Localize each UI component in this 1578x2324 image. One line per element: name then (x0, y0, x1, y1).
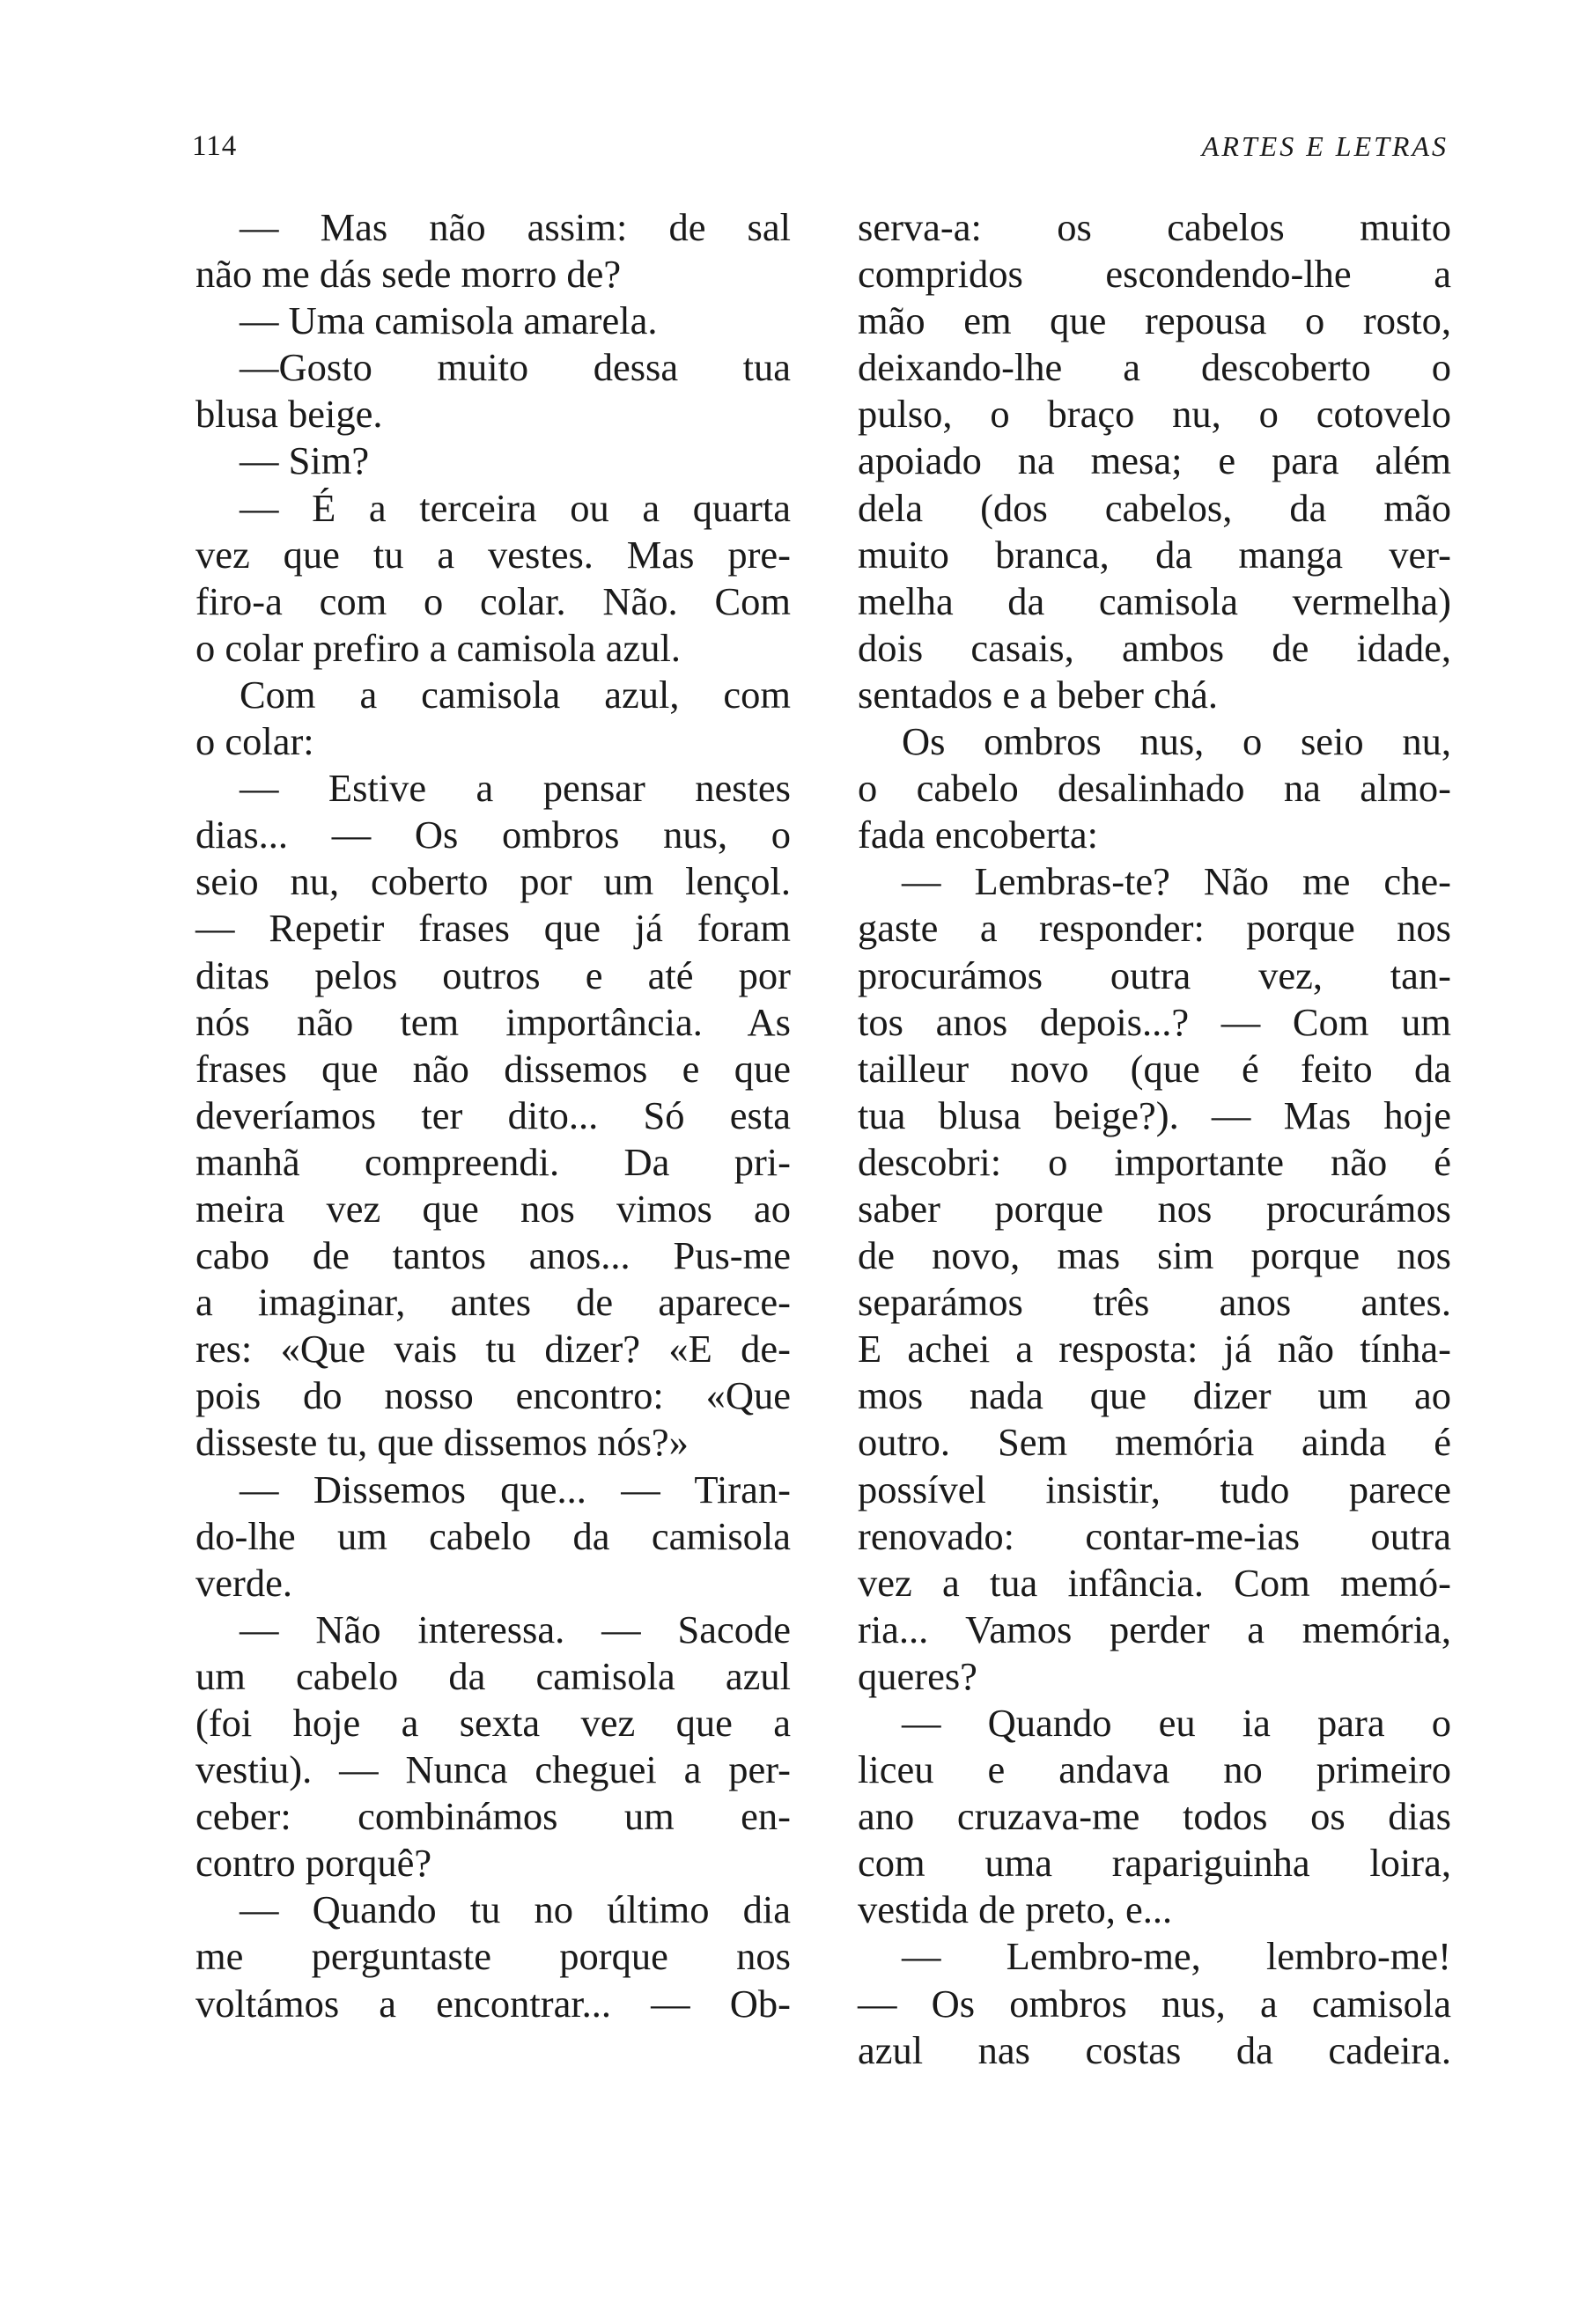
text-line: (foi hoje a sexta vez que a (195, 1701, 791, 1745)
text-line: vestida de preto, e... (858, 1887, 1173, 1932)
text-line: deixando-lhe a descoberto o (858, 345, 1451, 390)
text-line: me perguntaste porque nos (195, 1934, 791, 1979)
text-line: frases que não dissemos e que (195, 1046, 791, 1091)
text-line: melha da camisola vermelha) (858, 578, 1451, 623)
text-line: —Gosto muito dessa tua (240, 345, 791, 390)
text-line: de novo, mas sim porque nos (858, 1233, 1451, 1278)
text-line: um cabelo da camisola azul (195, 1653, 791, 1698)
page-number: 114 (192, 130, 238, 162)
text-line: dela (dos cabelos, da mão (858, 485, 1451, 530)
text-line: — Os ombros nus, a camisola (858, 1981, 1451, 2026)
text-line: fada encoberta: (858, 813, 1098, 857)
text-line: saber porque nos procurámos (858, 1186, 1451, 1231)
text-line: ano cruzava-me todos os dias (858, 1794, 1451, 1839)
text-line: mos nada que dizer um ao (858, 1373, 1451, 1418)
text-line: a imaginar, antes de aparece- (195, 1280, 791, 1325)
text-line: azul nas costas da cadeira. (858, 2027, 1451, 2072)
text-line: o colar: (195, 719, 314, 764)
text-line: gaste a responder: porque nos (858, 906, 1451, 951)
text-line: verde. (195, 1560, 292, 1605)
text-line: não me dás sede morro de? (195, 252, 622, 297)
text-line: o colar prefiro a camisola azul. (195, 625, 682, 670)
text-line: compridos escondendo-lhe a (858, 252, 1451, 297)
text-line: res: «Que vais tu dizer? «E de- (195, 1327, 791, 1372)
text-line: disseste tu, que dissemos nós?» (195, 1420, 689, 1465)
text-line: sentados e a beber chá. (858, 672, 1218, 717)
text-line: — Mas não assim: de sal (240, 205, 791, 249)
text-line: firo-a com o colar. Não. Com (195, 578, 791, 623)
text-line: descobri: o importante não é (858, 1139, 1451, 1184)
text-line: — É a terceira ou a quarta (240, 485, 791, 530)
text-line: do-lhe um cabelo da camisola (195, 1513, 791, 1558)
text-line: seio nu, coberto por um lençol. (195, 859, 791, 904)
text-line: renovado: contar-me-ias outra (858, 1513, 1451, 1558)
text-line: ceber: combinámos um en- (195, 1794, 791, 1839)
text-line: tua blusa beige?). — Mas hoje (858, 1092, 1451, 1137)
text-line: E achei a resposta: já não tínha- (858, 1327, 1451, 1372)
text-line: contro porquê? (195, 1841, 432, 1886)
text-line: com uma rapariguinha loira, (858, 1841, 1451, 1886)
text-line: vez a tua infância. Com memó- (858, 1560, 1451, 1605)
text-line: — Sim? (240, 438, 370, 483)
text-line: — Dissemos que... — Tiran- (240, 1467, 791, 1511)
text-line: dias... — Os ombros nus, o (195, 813, 791, 857)
text-line: — Lembro-me, lembro-me! (902, 1934, 1451, 1979)
text-column-right (858, 204, 1451, 2074)
text-line: o cabelo desalinhado na almo- (858, 766, 1451, 811)
text-column-left (195, 204, 791, 2027)
text-line: — Quando eu ia para o (902, 1701, 1451, 1745)
text-line: vestiu). — Nunca cheguei a per- (195, 1747, 791, 1792)
text-line: Os ombros nus, o seio nu, (902, 719, 1451, 764)
text-line: — Repetir frases que já foram (195, 906, 791, 951)
text-line: pois do nosso encontro: «Que (195, 1373, 791, 1418)
text-line: — Não interessa. — Sacode (240, 1607, 791, 1651)
text-line: nós não tem importância. As (195, 999, 791, 1044)
text-line: ditas pelos outros e até por (195, 952, 791, 997)
text-line: liceu e andava no primeiro (858, 1747, 1451, 1792)
text-line: muito branca, da manga ver- (858, 532, 1451, 577)
text-line: deveríamos ter dito... Só esta (195, 1092, 791, 1137)
text-line: voltámos a encontrar... — Ob- (195, 1981, 791, 2026)
text-line: tos anos depois...? — Com um (858, 999, 1451, 1044)
text-line: blusa beige. (195, 392, 383, 437)
text-line: outro. Sem memória ainda é (858, 1420, 1451, 1465)
text-line: vez que tu a vestes. Mas pre- (195, 532, 791, 577)
text-line: — Uma camisola amarela. (240, 298, 658, 343)
text-line: serva-a: os cabelos muito (858, 205, 1451, 249)
text-line: cabo de tantos anos... Pus-me (195, 1233, 791, 1278)
text-line: possível insistir, tudo parece (858, 1467, 1451, 1511)
text-line: Com a camisola azul, com (240, 672, 791, 717)
text-line: manhã compreendi. Da pri- (195, 1139, 791, 1184)
running-title: ARTES E LETRAS (1201, 130, 1449, 162)
text-line: — Estive a pensar nestes (240, 766, 791, 811)
text-line: apoiado na mesa; e para além (858, 438, 1451, 483)
text-line: dois casais, ambos de idade, (858, 625, 1451, 670)
text-line: procurámos outra vez, tan- (858, 952, 1451, 997)
text-line: pulso, o braço nu, o cotovelo (858, 392, 1451, 437)
text-line: ria... Vamos perder a memória, (858, 1607, 1451, 1651)
text-line: — Quando tu no último dia (240, 1887, 791, 1932)
text-line: separámos três anos antes. (858, 1280, 1451, 1325)
text-line: tailleur novo (que é feito da (858, 1046, 1451, 1091)
text-line: — Lembras-te? Não me che- (902, 859, 1451, 904)
text-line: meira vez que nos vimos ao (195, 1186, 791, 1231)
text-line: queres? (858, 1653, 977, 1698)
text-line: mão em que repousa o rosto, (858, 298, 1451, 343)
